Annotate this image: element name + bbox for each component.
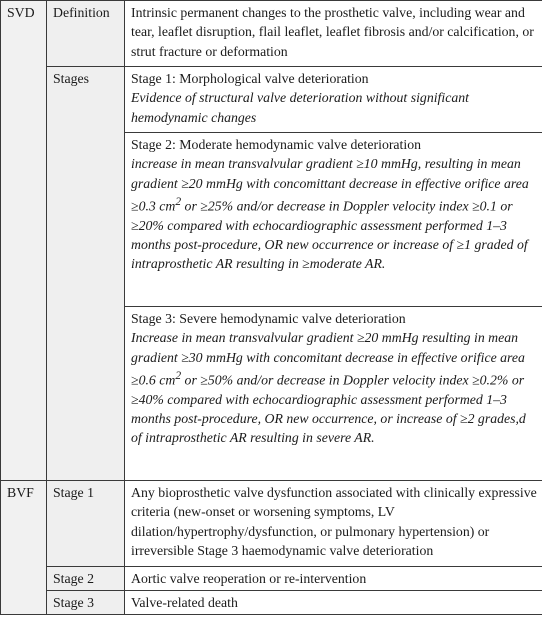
svd-stage-1-title: Stage 1: Morphological valve deterioration (131, 71, 369, 86)
table-row (1, 67, 542, 133)
category-svd: SVD (1, 1, 47, 481)
bvf-stage-1-text: Any bioprosthetic valve dysfunction associated with clinically expressive criteria (new-onset or worsening symptoms, LV dilation/hypertrophy/dysfunction, or pulmonary hypertension) or irreversible Stage 3 haemodynamic valve deterioration (125, 481, 542, 567)
svd-stage-1-cell (125, 67, 542, 133)
bvf-stage-2-label: Stage 2 (47, 567, 125, 591)
svd-stage-2-detail: increase in mean transvalvular gradient ≥10 mmHg, resulting in mean gradient ≥20 mmHg with concomittant decrease in effective orifice area ≥0.3 $cm^2$ or ≥25% and/or decrease in Doppler velocity index ≥0.1 or ≥20% compared with echocardiographic assessment performed 1–3 months post-procedure, OR new occurrence or increase of ≥1 graded of intraprosthetic AR resulting in ≥moderate AR. (131, 156, 529, 272)
definition-text: Intrinsic permanent changes to the prosthetic valve, including wear and tear, leaflet disruption, flail leaflet, leaflet fibrosis and/or calcification, or strut fracture or deformation (125, 1, 542, 67)
table-row (1, 591, 542, 615)
category-bvf: BVF (1, 481, 47, 615)
svd-stage-2-title: Stage 2: Moderate hemodynamic valve deterioration (131, 137, 422, 152)
bvf-stage-1-label: Stage 1 (47, 481, 125, 567)
bvf-stage-3-text: Valve-related death (125, 591, 542, 615)
svd-stage-2-cell (125, 133, 542, 307)
bvf-stage-2-text: Aortic valve reoperation or re-intervention (125, 567, 542, 591)
table-row (1, 481, 542, 567)
svd-stage-3-detail: Increase in mean transvalvular gradient ≥20 mmHg resulting in mean gradient ≥30 mmHg with concomitant decrease in effective orifice area ≥0.6 $cm^2$ or ≥50% and/or decrease in Doppler velocity index ≥0.2% or ≥40% compared with echocardiographic assessment performed 1–3 months post-procedure, OR new occurrence, or increase of ≥2 grades,d of intraprosthetic AR resulting in severe AR. (131, 330, 526, 446)
svd-stage-3-cell (125, 307, 542, 481)
row-label-stages: Stages (47, 67, 125, 481)
row-label-definition: Definition (47, 1, 125, 67)
bvf-stage-3-label: Stage 3 (47, 591, 125, 615)
table-row (1, 1, 542, 67)
table-row (1, 567, 542, 591)
svd-stage-3-title: Stage 3: Severe hemodynamic valve deterioration (131, 311, 406, 326)
svd-stage-1-detail: Evidence of structural valve deterioration without significant hemodynamic changes (131, 90, 469, 125)
